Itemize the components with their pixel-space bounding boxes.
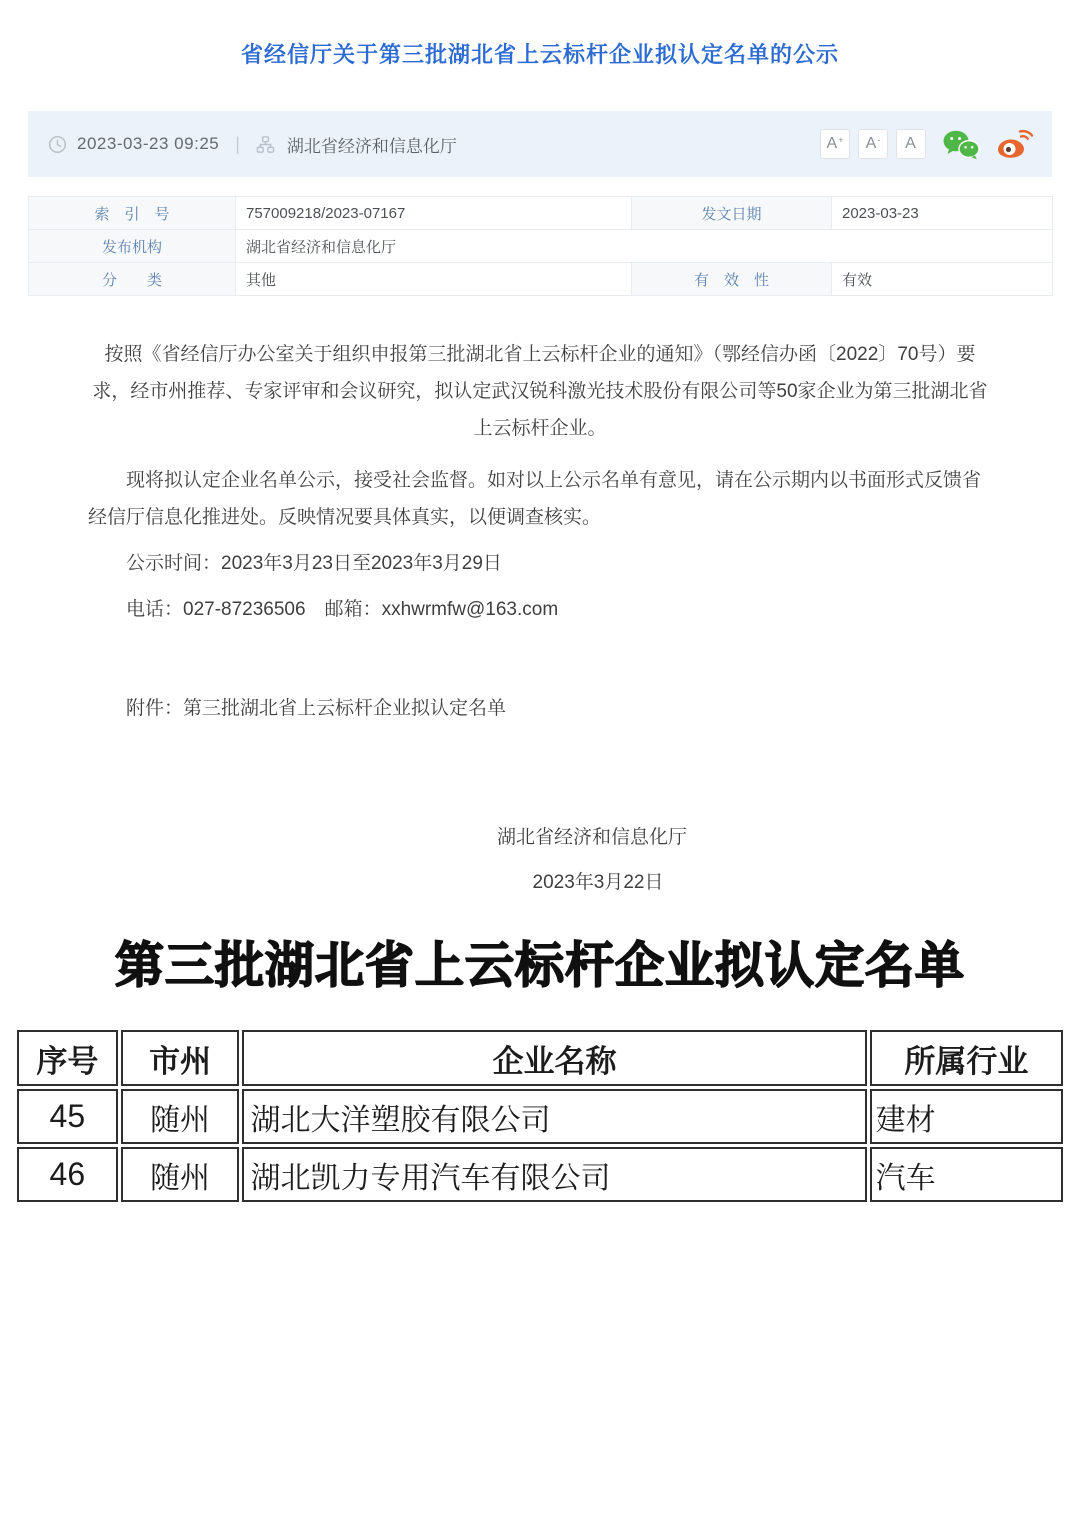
table-header-row [17,1030,1063,1086]
cell-industry: 建材 [870,1089,1063,1144]
font-increase-label: A [826,135,838,152]
issue-date-value: 2023-03-23 [832,197,1053,230]
document-info-table [28,196,1053,296]
font-default-label: A [905,135,916,152]
weibo-share-icon[interactable] [996,129,1034,160]
font-decrease-sign: - [877,134,881,145]
issue-date-label: 发文日期 [632,197,832,230]
table-row [17,1089,1063,1144]
attachment-line: 附件：第三批湖北省上云标杆企业拟认定名单 [126,698,507,720]
signature-organization: 湖北省经济和信息化厅 [496,827,687,849]
meta-divider: | [235,133,240,154]
info-row [29,230,1053,263]
cell-industry: 汽车 [870,1147,1063,1202]
issuing-agency-value: 湖北省经济和信息化厅 [236,230,1053,263]
clock-icon [48,135,67,154]
index-number-value: 757009218/2023-07167 [236,197,632,230]
font-increase-button[interactable] [820,129,850,159]
header-city: 市州 [121,1030,240,1086]
issuing-agency-label: 发布机构 [29,230,236,263]
table-row [17,1147,1063,1202]
document-body [88,336,992,901]
page-title: 省经信厅关于第三批湖北省上云标杆企业拟认定名单的公示 [240,42,839,67]
category-label: 分 类 [29,263,236,296]
publicity-period-line: 公示时间：2023年3月23日至2023年3月29日 [126,553,502,575]
attachment-list-title: 第三批湖北省上云标杆企业拟认定名单 [114,939,965,994]
info-row [29,197,1053,230]
validity-value: 有效 [832,263,1053,296]
organization-icon [256,135,275,154]
cell-city: 随州 [121,1147,240,1202]
meta-bar [28,111,1052,177]
paragraph-notice: 按照《省经信厅办公室关于组织申报第三批湖北省上云标杆企业的通知》（鄂经信办函〔2022〕70号）要求，经市州推荐、专家评审和会议研究，拟认定武汉锐科激光技术股份有限公司等50家企业为第三批湖北省上云标杆企业。 [92,344,988,440]
index-number-label: 索 引 号 [29,197,236,230]
font-increase-sign: + [838,134,844,145]
font-default-button[interactable] [896,129,926,159]
header-company: 企业名称 [242,1030,866,1086]
enterprise-list-table [14,1027,1066,1205]
cell-serial: 45 [17,1089,118,1144]
wechat-share-icon[interactable] [942,129,980,160]
info-row [29,263,1053,296]
cell-company: 湖北凯力专用汽车有限公司 [242,1147,866,1202]
signature-date: 2023年3月22日 [532,872,664,894]
publish-source: 湖北省经济和信息化厅 [286,136,457,156]
category-value: 其他 [236,263,632,296]
cell-serial: 46 [17,1147,118,1202]
header-serial: 序号 [17,1030,118,1086]
header-industry: 所属行业 [870,1030,1063,1086]
validity-label: 有 效 性 [632,263,832,296]
paragraph-supervision: 现将拟认定企业名单公示，接受社会监督。如对以上公示名单有意见，请在公示期内以书面形式反馈省经信厅信息化推进处。反映情况要具体真实，以便调查核实。 [88,470,982,529]
contact-line: 电话：027-87236506 邮箱：xxhwrmfw@163.com [126,599,559,621]
font-decrease-button[interactable] [858,129,888,159]
cell-company: 湖北大洋塑胶有限公司 [242,1089,866,1144]
publish-datetime: 2023-03-23 09:25 [77,134,220,153]
cell-city: 随州 [121,1089,240,1144]
font-decrease-label: A [865,135,877,152]
